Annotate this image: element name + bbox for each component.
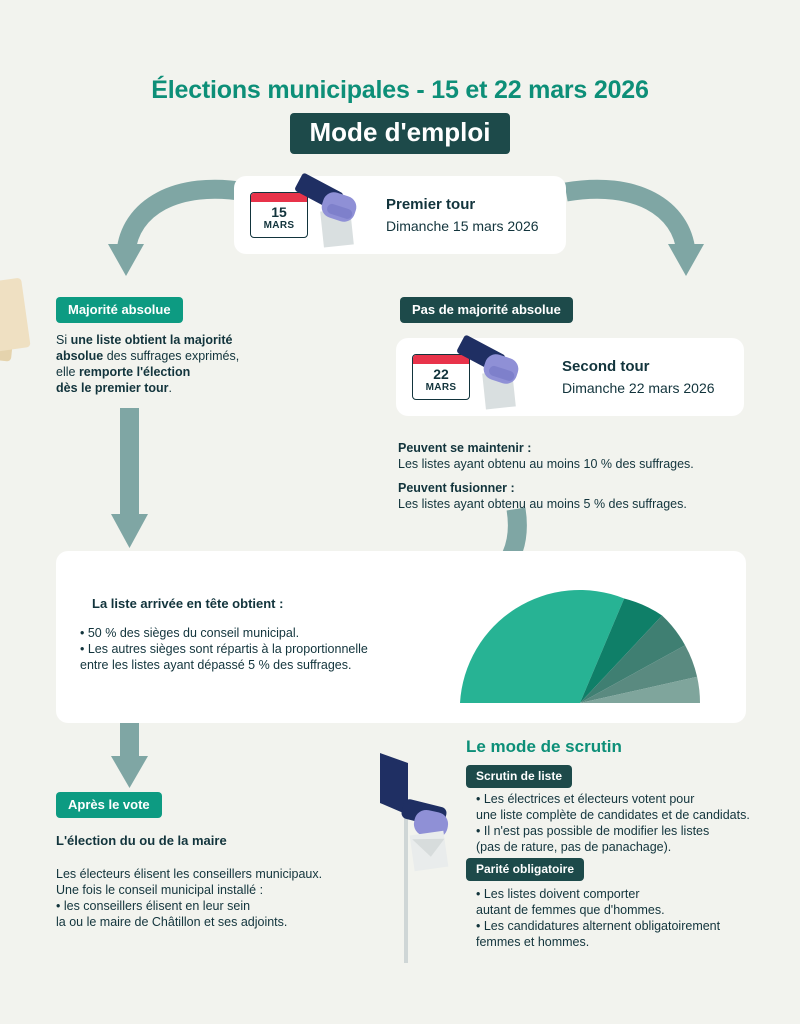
merge-title: Peuvent fusionner : [398, 481, 515, 495]
ml-b3: remporte l'élection [78, 365, 191, 379]
second-round-label: Second tour [562, 358, 650, 375]
seats-bullets [80, 625, 390, 673]
seats-bullet-2: • Les autres sièges sont répartis à la proportionnelle [80, 642, 368, 656]
pill-apres-le-vote: Après le vote [56, 792, 162, 818]
pill-scrutin-de-liste: Scrutin de liste [466, 765, 572, 788]
scrutin-p2-l4: femmes et hommes. [476, 935, 590, 949]
scrutin-p2-l3: • Les candidatures alternent obligatoirement [476, 919, 721, 933]
ml-b2: absolue [56, 349, 104, 363]
pill-majorite-absolue: Majorité absolue [56, 297, 183, 323]
first-round-date: Dimanche 15 mars 2026 [386, 218, 539, 234]
ml-1: Si [56, 333, 71, 347]
after-vote-line2: Une fois le conseil municipal installé : [56, 883, 264, 897]
hand-ballot-icon [300, 180, 378, 250]
scrutin-p1-l3: • Il n'est pas possible de modifier les listes [476, 824, 710, 838]
scrutin-p1-l2: une liste complète de candidates et de candidats. [476, 808, 750, 822]
seats-bullet-2b: entre les listes ayant dépassé 5 % des suffrages. [80, 658, 352, 672]
flag-hand-icon [362, 745, 472, 965]
after-vote-line3: • les conseillers élisent en leur sein [56, 899, 251, 913]
parite-body [476, 886, 776, 950]
seats-semicircle-chart [455, 578, 705, 708]
page-subtitle: Mode d'emploi [290, 113, 511, 154]
calendar-day: 22 [433, 366, 449, 382]
text-fusion [398, 480, 738, 512]
after-vote-line1: Les électeurs élisent les conseillers municipaux. [56, 867, 323, 881]
pill-parite-obligatoire: Parité obligatoire [466, 858, 584, 881]
seats-bullet-1: • 50 % des sièges du conseil municipal. [80, 626, 300, 640]
scrutin-title: Le mode de scrutin [466, 737, 622, 756]
ml-2: des suffrages exprimés, [103, 349, 240, 363]
page-title: Élections municipales - 15 et 22 mars 2026 [151, 76, 649, 104]
hand-ballot-icon [462, 342, 540, 412]
decorative-shape [0, 278, 31, 353]
arrow-left-curve-icon [96, 178, 256, 298]
card-second-round [396, 338, 744, 416]
card-first-round [234, 176, 566, 254]
ml-3: elle [56, 365, 79, 379]
scrutin-liste-body [476, 791, 776, 855]
arrow-down-long-icon [100, 408, 160, 558]
after-vote-line4: la ou le maire de Châtillon et ses adjoints. [56, 915, 288, 929]
merge-text: Les listes ayant obtenu au moins 5 % des suffrages. [398, 497, 687, 511]
arrow-right-curve-icon [556, 178, 716, 298]
scrutin-p2-l1: • Les listes doivent comporter [476, 887, 640, 901]
second-round-date: Dimanche 22 mars 2026 [562, 380, 715, 396]
pill-pas-de-majorite: Pas de majorité absolue [400, 297, 573, 323]
seats-title: La liste arrivée en tête obtient : [92, 596, 284, 611]
ml-b1: une liste obtient la majorité [70, 333, 233, 347]
maintain-title: Peuvent se maintenir : [398, 441, 532, 455]
after-vote-title: L'élection du ou de la maire [56, 833, 227, 848]
ml-4: . [168, 381, 173, 395]
ml-b4: dès le premier tour [56, 381, 169, 395]
page-subtitle-wrap [0, 113, 800, 154]
text-majorite-absolue [56, 332, 286, 396]
after-vote-body [56, 866, 356, 930]
text-maintien-fusion [398, 440, 738, 472]
scrutin-p2-l2: autant de femmes que d'hommes. [476, 903, 665, 917]
scrutin-p1-l4: (pas de rature, pas de panachage). [476, 840, 672, 854]
first-round-label: Premier tour [386, 196, 476, 213]
calendar-day: 15 [271, 204, 287, 220]
scrutin-p1-l1: • Les électrices et électeurs votent pour [476, 792, 695, 806]
maintain-text: Les listes ayant obtenu au moins 10 % des suffrages. [398, 457, 694, 471]
calendar-month: MARS [425, 382, 457, 393]
calendar-month: MARS [263, 220, 295, 231]
arrow-down-short-icon [100, 712, 160, 802]
